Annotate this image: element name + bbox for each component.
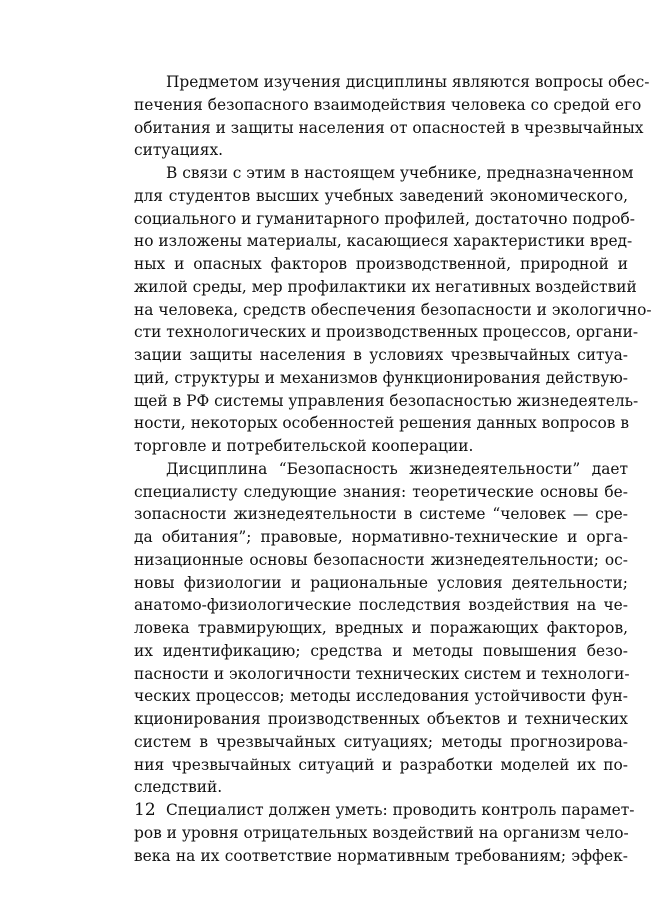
text-line: следствий. bbox=[134, 778, 223, 797]
text-line: ситуациях. bbox=[134, 141, 224, 160]
text-line: ров и уровня отрицательных воздействий на организм чело- bbox=[134, 823, 629, 842]
text-line: щей в РФ системы управления безопасностью жизнедеятель- bbox=[134, 391, 639, 410]
page-number: 12 bbox=[134, 800, 156, 820]
text-line: их идентификацию; средства и методы повышения безо- bbox=[134, 641, 628, 660]
text-line: В связи с этим в настоящем учебнике, предназначенном bbox=[166, 164, 634, 182]
text-line: социального и гуманитарного профилей, достаточно подроб- bbox=[134, 209, 635, 228]
text-line: сти технологических и производственных процессов, органи- bbox=[134, 323, 639, 342]
text-line: зопасности жизнедеятельности в системе “человек — сре- bbox=[134, 505, 628, 524]
paragraph bbox=[134, 458, 628, 799]
text-line: Предметом изучения дисциплины являются вопросы обес- bbox=[166, 73, 650, 91]
text-line: века на их соответствие нормативным требованиям; эффек- bbox=[134, 846, 628, 865]
text-line: ных и опасных факторов производственной, природной и bbox=[134, 255, 628, 273]
text-line: для студентов высших учебных заведений экономического, bbox=[134, 186, 628, 205]
text-line: жилой среды, мер профилактики их негативных воздействий bbox=[134, 277, 637, 296]
body-text bbox=[134, 71, 652, 867]
text-line: ческих процессов; методы исследования устойчивости фун- bbox=[134, 687, 628, 706]
paragraph bbox=[134, 162, 652, 458]
text-line: зации защиты населения в условиях чрезвычайных ситуа- bbox=[134, 346, 628, 364]
text-line: систем в чрезвычайных ситуациях; методы прогнозирова- bbox=[134, 732, 628, 751]
text-line: на человека, средств обеспечения безопасности и экологично- bbox=[134, 300, 652, 319]
text-line: специалисту следующие знания: теоретические основы бе- bbox=[134, 482, 628, 501]
text-line: ций, структуры и механизмов функционирования действую- bbox=[134, 368, 628, 387]
text-line: ния чрезвычайных ситуаций и разработки моделей их по- bbox=[134, 755, 628, 774]
text-line: низационные основы безопасности жизнедеятельности; ос- bbox=[134, 550, 628, 569]
text-line: печения безопасного взаимодействия человека со средой его bbox=[134, 95, 642, 114]
text-line: новы физиологии и рациональные условия деятельности; bbox=[134, 573, 628, 592]
text-line: Специалист должен уметь: проводить контроль парамет- bbox=[166, 801, 635, 819]
paragraph bbox=[134, 71, 650, 162]
text-line: кционирования производственных объектов и технических bbox=[134, 710, 628, 728]
text-line: торговле и потребительской кооперации. bbox=[134, 437, 474, 455]
text-line: Дисциплина “Безопасность жизнедеятельности” дает bbox=[166, 459, 628, 478]
text-line: ности, некоторых особенностей решения данных вопросов в bbox=[134, 414, 630, 433]
text-line: обитания и защиты населения от опасностей в чрезвычайных bbox=[134, 118, 644, 137]
text-line: пасности и экологичности технических систем и технологи- bbox=[134, 664, 630, 683]
text-line: ловека травмирующих, вредных и поражающих факторов, bbox=[134, 619, 628, 637]
text-line: анатомо-физиологические последствия воздействия на че- bbox=[134, 596, 628, 615]
text-line: да обитания”; правовые, нормативно-технические и орга- bbox=[134, 528, 628, 546]
text-line: но изложены материалы, касающиеся характеристики вред- bbox=[134, 232, 633, 251]
paragraph bbox=[134, 799, 635, 867]
